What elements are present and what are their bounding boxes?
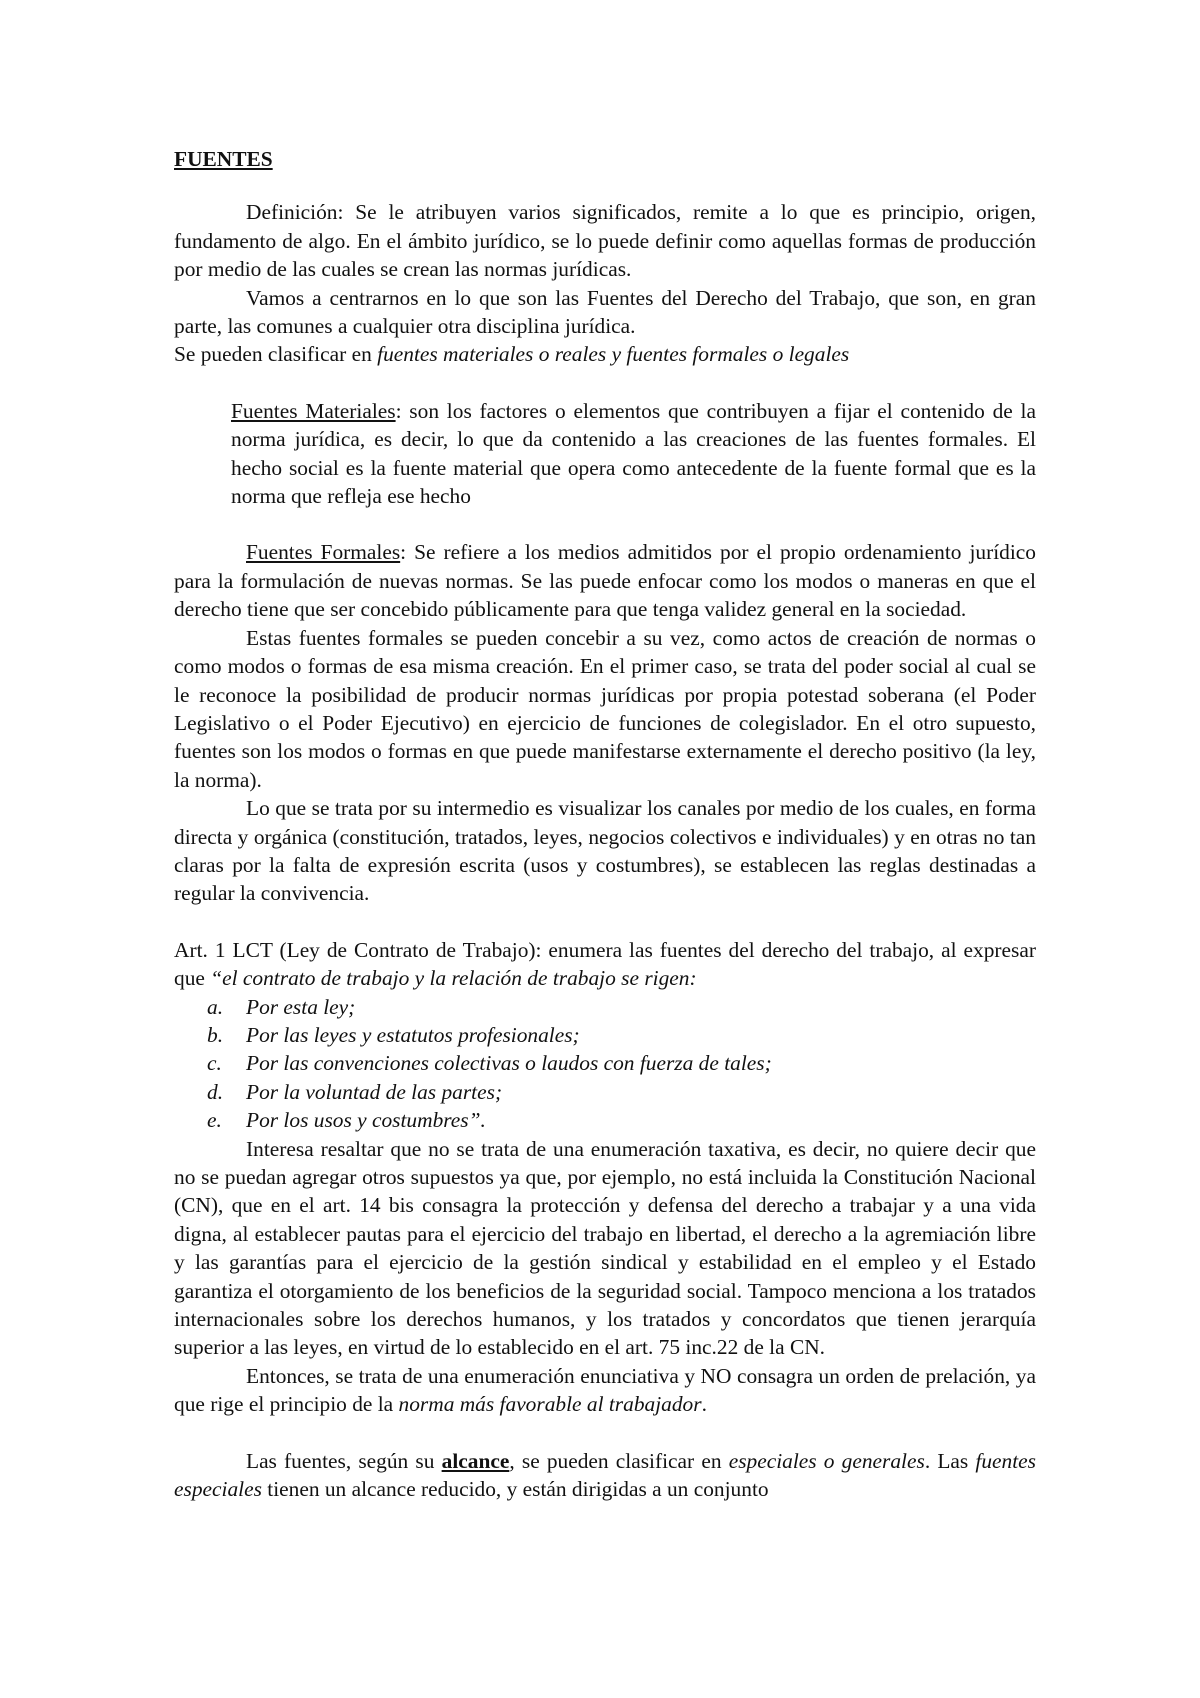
list-item-text: Por la voluntad de las partes; <box>246 1079 503 1104</box>
paragraph-spacer <box>174 908 1036 936</box>
alcance-paragraph <box>174 1447 1036 1504</box>
definition-paragraph <box>174 198 1036 283</box>
alcance-text-3: . Las <box>924 1448 976 1473</box>
alcance-text-2: , se pueden clasificar en <box>509 1448 729 1473</box>
list-marker: e. <box>207 1108 222 1133</box>
fuentes-materiales-text: : son los factores o elementos que contribuyen a fijar el contenido de la norma jurídica, es decir, lo que da contenido a las creaciones de las fuentes formales. El hecho social es la fuente material que opera como antecedente de la fuente formal que es la norma que refleja ese hecho <box>231 398 1036 509</box>
paragraph-spacer <box>174 1419 1036 1447</box>
classification-text: Se pueden clasificar en <box>174 342 378 367</box>
classification-paragraph <box>174 340 1036 368</box>
fuentes-formales-term: Fuentes Formales <box>246 540 401 565</box>
fuentes-formales-paragraph <box>174 538 1036 623</box>
art1-text: Art. 1 LCT (Ley de Contrato de Trabajo): enumera las fuentes del derecho del trabajo, al expresar que <box>174 937 1036 991</box>
interesa-paragraph: Interesa resaltar que no se trata de una enumeración taxativa, es decir, no quiere decir que no se puedan agregar otros supuestos ya que, por ejemplo, no está incluida la Constitución Nacional (CN), que en el art. 14 bis consagra la protección y defensa del derecho a trabajar y a una vida digna, al establecer pautas para el ejercicio del trabajo en libertad, el derecho a la agremiación libre y las garantías para el ejercicio de la gestión sindical y estabilidad en el empleo y el Estado garantiza el otorgamiento de los beneficios de la seguridad social. Tampoco menciona a los tratados internacionales sobre los derechos humanos, y los tratados y concordatos que tienen jerarquía superior a las leyes, en virtud de lo establecido en el art. 75 inc.22 de la CN. <box>174 1136 1036 1360</box>
entonces-text: Entonces, se trata de una enumeración enunciativa y NO consagra un orden de prelación, ya que rige el principio de la <box>174 1363 1036 1417</box>
list-item <box>174 1049 1036 1077</box>
list-item-text: Por esta ley; <box>246 994 356 1019</box>
list-item-text: Por las leyes y estatutos profesionales; <box>246 1022 580 1047</box>
entonces-paragraph <box>174 1362 1036 1419</box>
definition-text: : Se le atribuyen varios significados, remite a lo que es principio, origen, fundamento de algo. En el ámbito jurídico, se lo puede definir como aquellas formas de producción por medio de las cuales se crean las normas jurídicas. <box>174 200 1036 282</box>
estas-fuentes-paragraph: Estas fuentes formales se pueden concebir a su vez, como actos de creación de normas o como modos o formas de esa misma creación. En el primer caso, se trata del poder social al cual se le reconoce la posibilidad de producir normas jurídicas por propia potestad soberana (el Poder Legislativo o el Poder Ejecutivo) en ejercicio de funciones de colegislador. En el otro supuesto, fuentes son los modos o formas en que puede manifestarse externamente el derecho positivo (la ley, la norma). <box>174 625 1036 792</box>
alcance-text-1: Las fuentes, según su <box>246 1448 442 1473</box>
list-item <box>174 1021 1036 1049</box>
derecho-trabajo-paragraph: Vamos a centrarnos en lo que son las Fuentes del Derecho del Trabajo, que son, en gran parte, las comunes a cualquier otra disciplina jurídica. <box>174 285 1036 339</box>
list-item <box>174 1106 1036 1134</box>
list-item <box>174 1078 1036 1106</box>
list-item <box>174 993 1036 1021</box>
paragraph-spacer <box>174 369 1036 397</box>
list-marker: a. <box>207 994 224 1019</box>
list-marker: b. <box>207 1022 224 1047</box>
art1-quote: “el contrato de trabajo y la relación de trabajo se rigen: <box>210 966 697 991</box>
art1-sources-list <box>174 993 1036 1135</box>
fuentes-materiales-paragraph <box>231 397 1036 511</box>
art1-paragraph <box>174 936 1036 993</box>
page-title: FUENTES <box>174 147 273 171</box>
alcance-text-4: tienen un alcance reducido, y están dirigidas a un conjunto <box>261 1477 769 1502</box>
paragraph-spacer <box>174 510 1036 538</box>
alcance-emphasis-1: especiales o generales <box>728 1448 925 1473</box>
classification-emphasis: fuentes materiales o reales y fuentes formales o legales <box>377 342 850 367</box>
alcance-keyword: alcance <box>441 1448 510 1473</box>
alcance-emphasis-2: fuentes especiales <box>174 1448 1036 1502</box>
fuentes-materiales-term: Fuentes Materiales <box>231 398 396 423</box>
entonces-emphasis: norma más favorable al trabajador <box>398 1392 702 1417</box>
list-item-text: Por las convenciones colectivas o laudos con fuerza de tales; <box>246 1051 772 1076</box>
canales-paragraph: Lo que se trata por su intermedio es visualizar los canales por medio de los cuales, en forma directa y orgánica (constitución, tratados, leyes, negocios colectivos e individuales) y en otras no tan claras por la falta de expresión escrita (usos y costumbres), se establecen las reglas destinadas a regular la convivencia. <box>174 796 1036 906</box>
fuentes-formales-text: : Se refiere a los medios admitidos por el propio ordenamiento jurídico para la formulación de nuevas normas. Se las puede enfocar como los modos o maneras en que el derecho tiene que ser concebido públicamente para que tenga validez general en la sociedad. <box>174 540 1037 622</box>
list-item-text: Por los usos y costumbres”. <box>246 1108 486 1133</box>
list-marker: d. <box>207 1079 224 1104</box>
document-body <box>174 145 1036 1503</box>
list-marker: c. <box>207 1051 222 1076</box>
entonces-end: . <box>701 1392 707 1417</box>
definition-term: Definición <box>246 200 338 225</box>
